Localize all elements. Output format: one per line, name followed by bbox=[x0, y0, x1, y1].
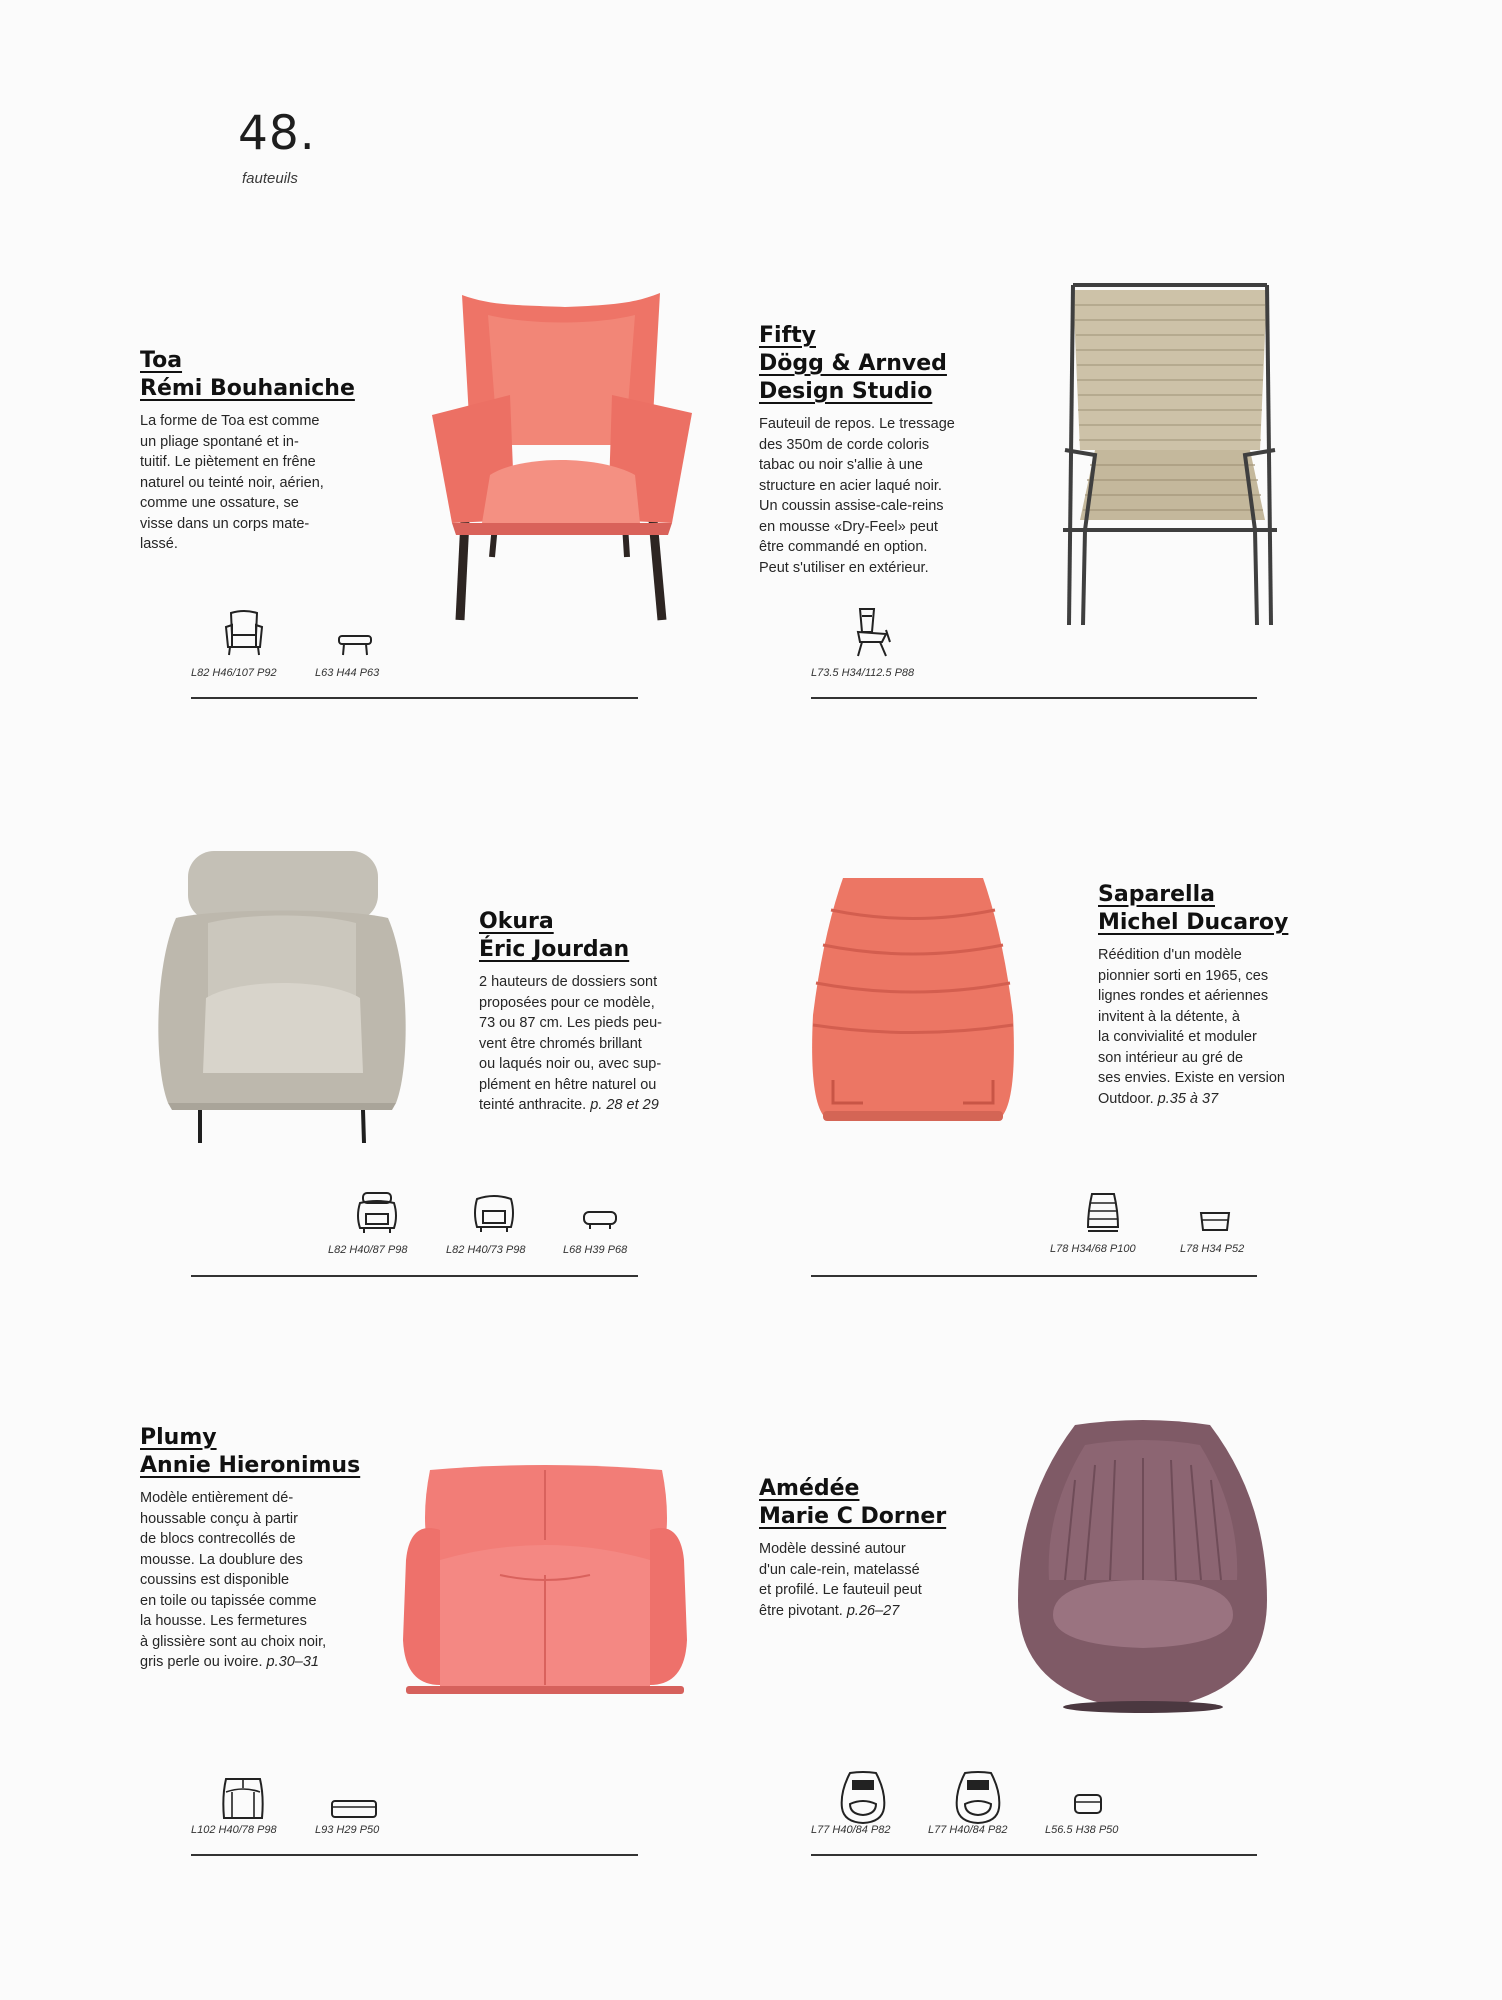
armchair-highback-outline-icon bbox=[354, 1190, 400, 1234]
product-name: Plumy bbox=[140, 1425, 217, 1450]
product-name: Amédée bbox=[759, 1476, 860, 1501]
dimension-label: L102 H40/78 P98 bbox=[191, 1824, 277, 1836]
dimension-label: L82 H46/107 P92 bbox=[191, 667, 277, 679]
armchair-cushion-outline-icon bbox=[218, 1776, 268, 1822]
dimension-label: L82 H40/87 P98 bbox=[328, 1244, 408, 1256]
footstool-low-outline-icon bbox=[329, 1797, 379, 1821]
designer-name: Design Studio bbox=[759, 379, 933, 404]
divider bbox=[191, 1275, 638, 1277]
product-description: Réédition d'un modèle pionnier sorti en 1965, ces lignes rondes et aériennes invitent à la détente, à la convivialité et moduler son intérieur au gré de ses envies. Existe en version Outdoor. p.35 à 37 bbox=[1098, 947, 1285, 1107]
footstool-outline-icon bbox=[336, 633, 374, 657]
dimension-label: L82 H40/73 P98 bbox=[446, 1244, 526, 1256]
toa-armchair-photo bbox=[420, 285, 710, 630]
fifty-highback-chair-photo bbox=[1055, 280, 1285, 630]
armchair-outline-icon bbox=[471, 1193, 517, 1233]
dimension-label: L77 H40/84 P82 bbox=[928, 1824, 1008, 1836]
fifty-text bbox=[759, 322, 989, 578]
divider bbox=[191, 697, 638, 699]
product-name: Fifty bbox=[759, 323, 816, 348]
page-reference: p.35 à 37 bbox=[1157, 1090, 1219, 1107]
product-name: Saparella bbox=[1098, 882, 1215, 907]
dimension-label: L78 H34/68 P100 bbox=[1050, 1243, 1136, 1255]
highback-chair-outline-icon bbox=[852, 606, 894, 658]
swivel-chair-front-icon bbox=[838, 1770, 888, 1826]
product-description: Modèle dessiné autour d'un cale-rein, matelassé et profilé. Le fauteuil peut être pivotant. p.26–27 bbox=[759, 1541, 922, 1619]
product-name: Okura bbox=[479, 909, 554, 934]
pouf-outline-icon bbox=[1198, 1210, 1232, 1234]
amedee-swivel-chair-photo bbox=[1015, 1420, 1270, 1715]
toa-text bbox=[140, 347, 370, 555]
amedee-text bbox=[759, 1475, 989, 1621]
lounge-chair-outline-icon bbox=[1084, 1191, 1122, 1235]
page-reference: p.30–31 bbox=[266, 1654, 319, 1670]
product-description: La forme de Toa est comme un pliage spontané et in- tuitif. Le piètement en frêne naturel ou teinté noir, aérien, comme une ossature, se visse dans un corps mate- lassé. bbox=[140, 413, 324, 552]
section-title: fauteuils bbox=[242, 170, 298, 187]
ottoman-outline-icon bbox=[582, 1209, 618, 1231]
dimension-label: L93 H29 P50 bbox=[315, 1824, 380, 1836]
designer-name: Rémi Bouhaniche bbox=[140, 376, 355, 401]
ottoman-small-outline-icon bbox=[1072, 1792, 1104, 1818]
dimension-label: L77 H40/84 P82 bbox=[811, 1824, 891, 1836]
armchair-wing-outline-icon bbox=[222, 607, 266, 657]
divider bbox=[811, 697, 1257, 699]
product-name: Toa bbox=[140, 348, 183, 373]
designer-name: Dögg & Arnved bbox=[759, 351, 947, 376]
okura-text bbox=[479, 908, 709, 1116]
product-description: Fauteuil de repos. Le tressage des 350m de corde coloris tabac ou noir s'allie à une structure en acier laqué noir. Un coussin assise-cale-reins en mousse «Dry-Feel» peut être commandé en option. Peut s'utiliser en extérieur. bbox=[759, 416, 955, 576]
divider bbox=[811, 1854, 1257, 1856]
dimension-label: L78 H34 P52 bbox=[1180, 1243, 1245, 1255]
page-reference: p. 28 et 29 bbox=[590, 1097, 659, 1113]
designer-name: Éric Jourdan bbox=[479, 937, 630, 962]
divider bbox=[191, 1854, 638, 1856]
page-number: 48. bbox=[238, 106, 316, 161]
dimension-label: L56.5 H38 P50 bbox=[1045, 1824, 1119, 1836]
dimension-label: L63 H44 P63 bbox=[315, 667, 380, 679]
page-reference: p.26–27 bbox=[846, 1602, 900, 1619]
saparella-lounge-chair-photo bbox=[803, 875, 1023, 1127]
swivel-chair-front-icon bbox=[953, 1770, 1003, 1826]
product-description: Modèle entièrement dé- houssable conçu à partir de blocs contrecollés de mousse. La doublure des coussins est disponible en toile ou tapissée comme la housse. Les fermetures à glissière sont au choix noir, gris perle ou ivoire. p.30–31 bbox=[140, 1490, 327, 1670]
divider bbox=[811, 1275, 1257, 1277]
dimension-label: L68 H39 P68 bbox=[563, 1244, 628, 1256]
designer-name: Annie Hieronimus bbox=[140, 1453, 361, 1478]
okura-armchair-photo bbox=[148, 848, 418, 1148]
saparella-text bbox=[1098, 881, 1328, 1109]
designer-name: Michel Ducaroy bbox=[1098, 910, 1289, 935]
plumy-text bbox=[140, 1424, 370, 1673]
product-description: 2 hauteurs de dossiers sont proposées pour ce modèle, 73 ou 87 cm. Les pieds peu- vent être chromés brillant ou laqués noir ou, avec sup- plément en hêtre naturel ou teinté anthracite. p. 28 et 29 bbox=[479, 974, 662, 1113]
plumy-armchair-photo bbox=[400, 1460, 690, 1700]
dimension-label: L73.5 H34/112.5 P88 bbox=[811, 667, 915, 679]
designer-name: Marie C Dorner bbox=[759, 1504, 947, 1529]
